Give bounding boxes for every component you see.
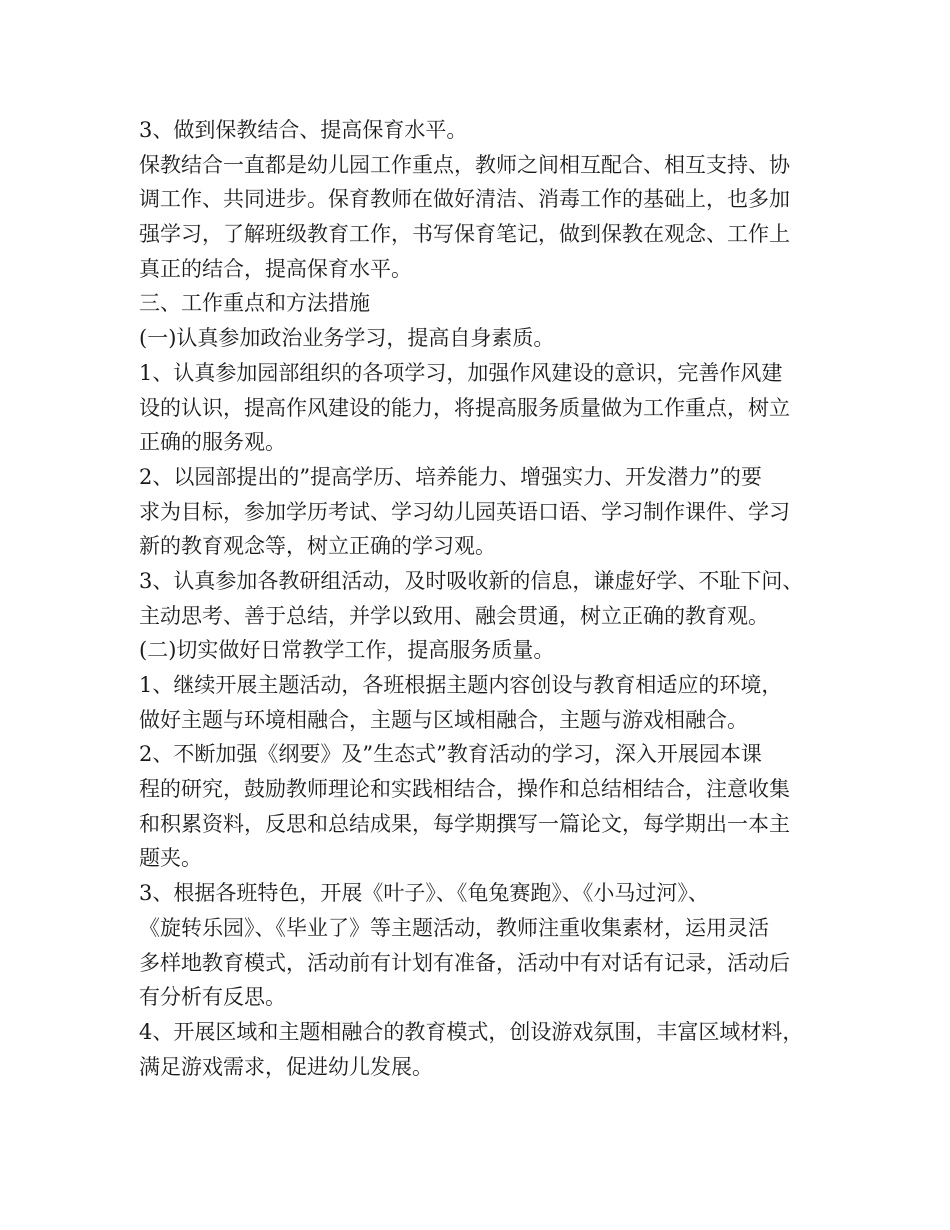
text-line: 3、根据各班特色，开展《叶子》、《龟兔赛跑》、《小马过河》、 [139, 881, 709, 906]
text-line: 2、以园部提出的”提高学历、培养能力、增强实力、开发潜力”的要 [139, 464, 762, 489]
subsection-heading: (一)认真参加政治业务学习，提高自身素质。 [139, 326, 555, 351]
text-line: 保教结合一直都是幼儿园工作重点，教师之间相互配合、相互支持、协 [139, 152, 790, 177]
text-line: 有分析有反思。 [139, 985, 286, 1010]
text-line: 做好主题与环境相融合，主题与区域相融合，主题与游戏相融合。 [139, 707, 748, 732]
text-line: 真正的结合，提高保育水平。 [139, 256, 412, 281]
document-body [139, 113, 819, 1084]
text-line: 题夹。 [139, 846, 202, 871]
text-line: 3、做到保教结合、提高保育水平。 [139, 118, 468, 142]
text-line: 3、认真参加各教研组活动，及时吸收新的信息，谦虚好学、不耻下问、 [139, 568, 804, 593]
text-line: 《旋转乐园》、《毕业了》等主题活动，教师注重收集素材，运用灵活 [139, 915, 769, 940]
text-line: 设的认识，提高作风建设的能力，将提高服务质量做为工作重点，树立 [139, 395, 790, 420]
text-line: 4、开展区域和主题相融合的教育模式，创设游戏氛围，丰富区域材料， [139, 1019, 804, 1044]
text-line: 多样地教育模式，活动前有计划有准备，活动中有对话有记录，活动后 [139, 950, 790, 975]
text-line: 强学习，了解班级教育工作，书写保育笔记，做到保教在观念、工作上 [139, 222, 790, 247]
subsection-heading: (二)切实做好日常教学工作，提高服务质量。 [139, 638, 555, 663]
text-line: 1、继续开展主题活动，各班根据主题内容创设与教育相适应的环境， [139, 673, 783, 697]
text-line: 主动思考、善于总结，并学以致用、融会贯通，树立正确的教育观。 [139, 603, 769, 628]
text-line: 1、认真参加园部组织的各项学习，加强作风建设的意识，完善作风建 [139, 360, 783, 385]
text-line: 求为目标，参加学历考试、学习幼儿园英语口语、学习制作课件、学习 [139, 499, 790, 524]
text-line: 和积累资料，反思和总结成果，每学期撰写一篇论文，每学期出一本主 [139, 811, 790, 836]
text-line: 新的教育观念等，树立正确的学习观。 [139, 534, 496, 559]
text-line: 调工作、共同进步。保育教师在做好清洁、消毒工作的基础上，也多加 [139, 187, 790, 212]
text-line: 程的研究，鼓励教师理论和实践相结合，操作和总结相结合，注意收集 [139, 777, 790, 802]
text-line: 正确的服务观。 [139, 430, 286, 455]
text-line: 满足游戏需求，促进幼儿发展。 [139, 1054, 433, 1079]
text-line: 2、不断加强《纲要》及”生态式”教育活动的学习，深入开展园本课 [139, 742, 762, 767]
section-heading: 三、工作重点和方法措施 [139, 291, 370, 316]
